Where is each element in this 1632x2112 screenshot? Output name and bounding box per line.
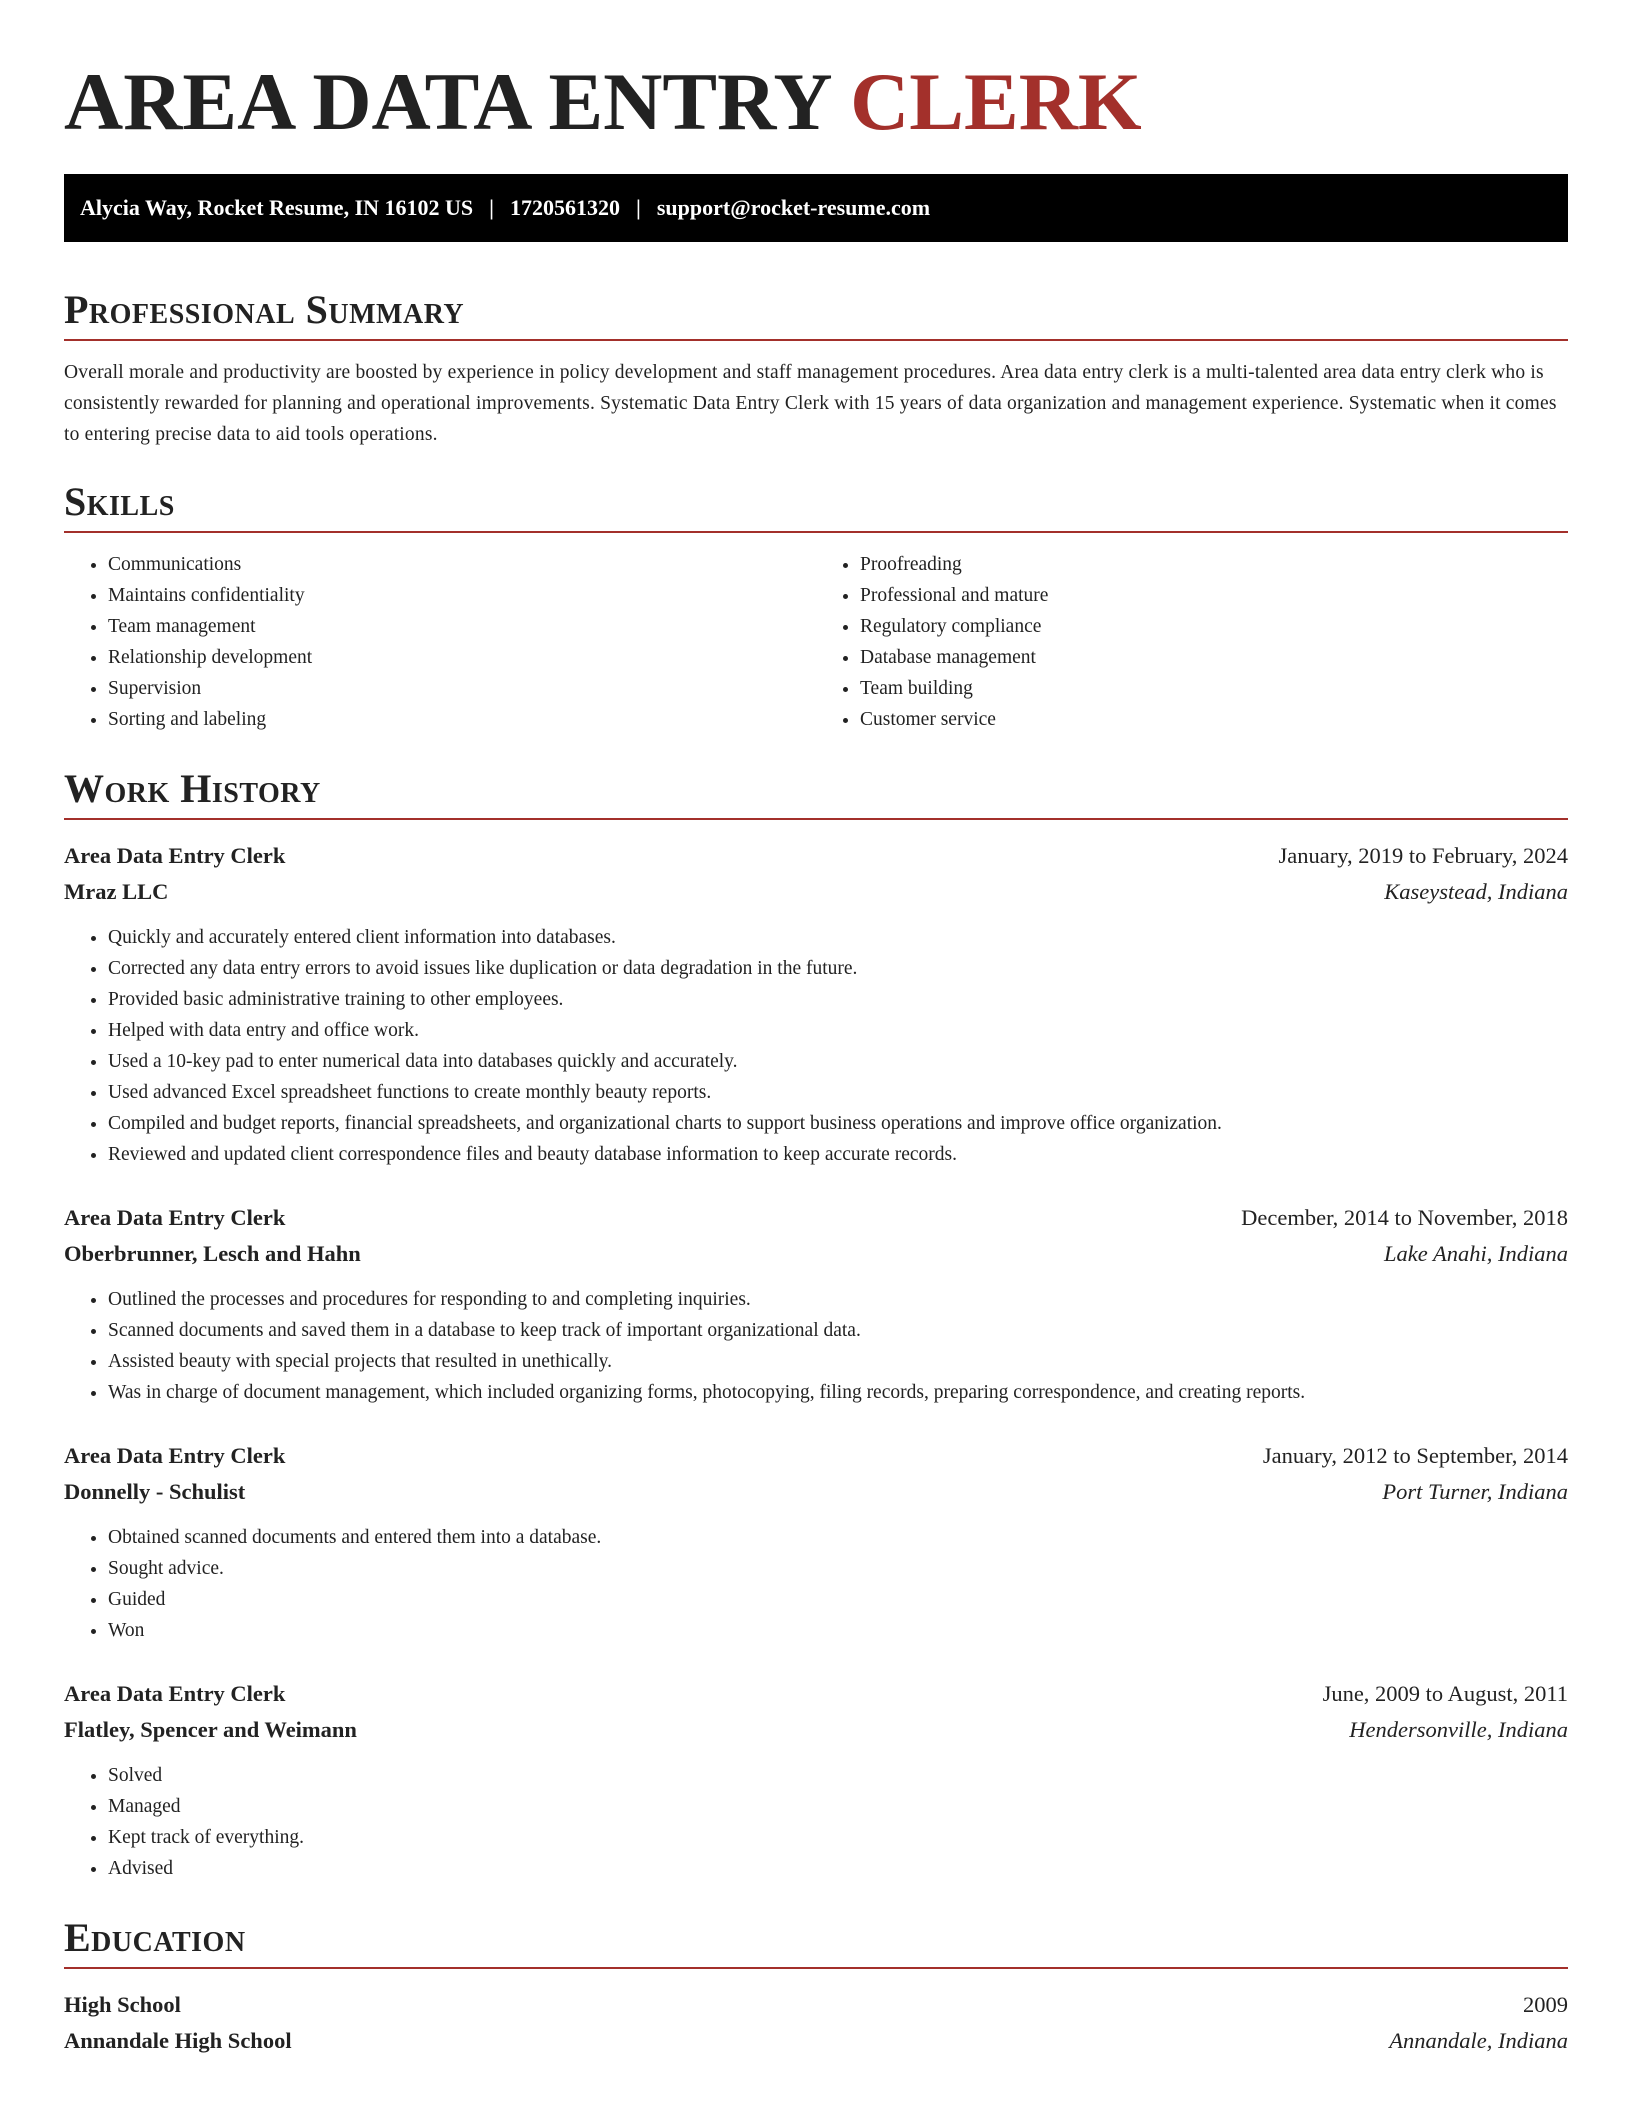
job-bullet: • Used a 10-key pad to enter numerical data into databases quickly and accurately. — [108, 1046, 1568, 1077]
job-subheader — [64, 874, 1568, 910]
job-company: Mraz LLC — [64, 879, 169, 904]
work-history-heading: Work History — [64, 765, 1568, 820]
job-location: Hendersonville, Indiana — [1349, 1717, 1568, 1742]
skills-list — [64, 549, 1568, 735]
job-location: Port Turner, Indiana — [1382, 1479, 1568, 1504]
job-bullets — [64, 1760, 1568, 1884]
job-entry — [64, 838, 1568, 1170]
job-entry — [64, 1200, 1568, 1408]
job-location: Kaseystead, Indiana — [1384, 879, 1568, 904]
skill-item: • Relationship development — [108, 642, 816, 673]
job-dates: June, 2009 to August, 2011 — [1322, 1681, 1568, 1706]
contact-bar — [64, 174, 1568, 242]
contact-separator: | — [636, 195, 641, 220]
job-company: Flatley, Spencer and Weimann — [64, 1717, 357, 1742]
job-bullet: • Solved — [108, 1760, 1568, 1791]
job-bullet: • Reviewed and updated client correspondence files and beauty database information to keep accurate records. — [108, 1139, 1568, 1170]
job-header — [64, 1676, 1568, 1712]
summary-text: Overall morale and productivity are boosted by experience in policy development and staff management procedures. Area data entry clerk is a multi-talented area data entry clerk who is consistently rewarded for planning and operational improvements. Systematic Data Entry Clerk with 15 years of data organization and management experience. Systematic when it comes to entering precise data to aid tools operations. — [64, 362, 1557, 445]
job-header — [64, 1438, 1568, 1474]
skill-item: • Customer service — [860, 704, 1568, 735]
job-bullet: • Quickly and accurately entered client information into databases. — [108, 922, 1568, 953]
skill-item: • Supervision — [108, 673, 816, 704]
job-header — [64, 1200, 1568, 1236]
job-bullet: • Won — [108, 1615, 1568, 1646]
title-accent: CLERK — [850, 56, 1142, 147]
education-year: 2009 — [1523, 1992, 1568, 2017]
job-subheader — [64, 1236, 1568, 1272]
education-subheader — [64, 2023, 1568, 2059]
job-bullet: • Outlined the processes and procedures for responding to and completing inquiries. — [108, 1284, 1568, 1315]
contact-email: support@rocket-resume.com — [656, 195, 931, 220]
title-main: AREA DATA ENTRY — [64, 56, 830, 147]
job-header — [64, 838, 1568, 874]
skills-column-right — [816, 549, 1568, 735]
job-subheader — [64, 1712, 1568, 1748]
job-bullet: • Compiled and budget reports, financial spreadsheets, and organizational charts to support business operations and improve office organization. — [108, 1108, 1568, 1139]
skills-heading: Skills — [64, 478, 1568, 533]
job-bullet: • Obtained scanned documents and entered them into a database. — [108, 1522, 1568, 1553]
job-dates: December, 2014 to November, 2018 — [1241, 1205, 1568, 1230]
skills-column-left — [64, 549, 816, 735]
summary-heading: Professional Summary — [64, 286, 1568, 341]
job-company: Donnelly - Schulist — [64, 1479, 246, 1504]
contact-address: Alycia Way, Rocket Resume, IN 16102 US — [80, 195, 474, 220]
job-company: Oberbrunner, Lesch and Hahn — [64, 1241, 361, 1266]
skill-item: • Professional and mature — [860, 580, 1568, 611]
skill-item: • Database management — [860, 642, 1568, 673]
skill-item: • Communications — [108, 549, 816, 580]
job-bullet: • Kept track of everything. — [108, 1822, 1568, 1853]
job-bullet: • Managed — [108, 1791, 1568, 1822]
job-bullet: • Assisted beauty with special projects that resulted in unethically. — [108, 1346, 1568, 1377]
skill-item: • Regulatory compliance — [860, 611, 1568, 642]
job-bullet: • Guided — [108, 1584, 1568, 1615]
job-bullet: • Helped with data entry and office work. — [108, 1015, 1568, 1046]
education-school: Annandale High School — [64, 2028, 292, 2053]
job-entry — [64, 1438, 1568, 1646]
education-heading: Education — [64, 1914, 1568, 1969]
job-bullets — [64, 922, 1568, 1170]
job-title: Area Data Entry Clerk — [64, 1205, 286, 1230]
skill-item: • Proofreading — [860, 549, 1568, 580]
job-dates: January, 2019 to February, 2024 — [1278, 843, 1568, 868]
job-bullet: • Was in charge of document management, which included organizing forms, photocopying, filing records, preparing correspondence, and creating reports. — [108, 1377, 1568, 1408]
job-bullet: • Corrected any data entry errors to avoid issues like duplication or data degradation in the future. — [108, 953, 1568, 984]
job-bullets — [64, 1522, 1568, 1646]
job-title: Area Data Entry Clerk — [64, 1443, 286, 1468]
education-header — [64, 1987, 1568, 2023]
skill-item: • Team management — [108, 611, 816, 642]
skill-item: • Team building — [860, 673, 1568, 704]
job-bullet: • Sought advice. — [108, 1553, 1568, 1584]
job-bullets — [64, 1284, 1568, 1408]
job-bullet: • Scanned documents and saved them in a database to keep track of important organizational data. — [108, 1315, 1568, 1346]
job-bullet: • Used advanced Excel spreadsheet functions to create monthly beauty reports. — [108, 1077, 1568, 1108]
contact-phone: 1720561320 — [510, 195, 621, 220]
job-dates: January, 2012 to September, 2014 — [1262, 1443, 1568, 1468]
education-degree: High School — [64, 1992, 181, 2017]
skill-item: • Sorting and labeling — [108, 704, 816, 735]
job-title: Area Data Entry Clerk — [64, 843, 286, 868]
job-title: Area Data Entry Clerk — [64, 1681, 286, 1706]
page-title — [64, 54, 1568, 150]
contact-separator: | — [489, 195, 495, 220]
education-location: Annandale, Indiana — [1389, 2028, 1568, 2053]
job-bullet: • Advised — [108, 1853, 1568, 1884]
job-bullet: • Provided basic administrative training to other employees. — [108, 984, 1568, 1015]
job-location: Lake Anahi, Indiana — [1384, 1241, 1568, 1266]
job-entry — [64, 1676, 1568, 1884]
skill-item: • Maintains confidentiality — [108, 580, 816, 611]
job-subheader — [64, 1474, 1568, 1510]
education-entry — [64, 1987, 1568, 2059]
